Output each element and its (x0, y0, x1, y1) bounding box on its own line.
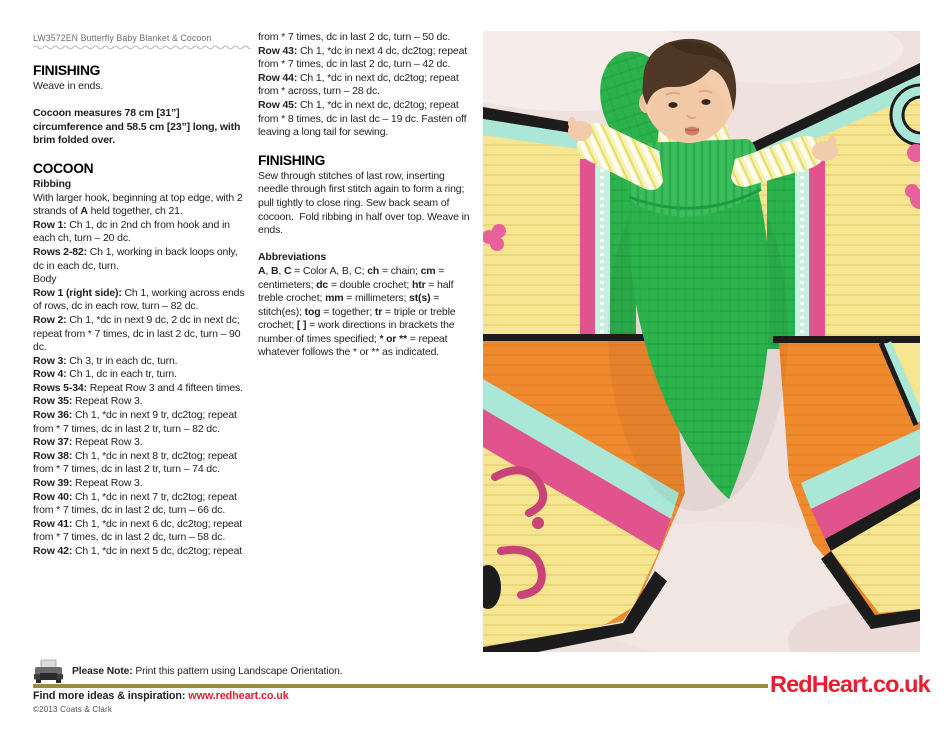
pattern-paragraph: Body (33, 273, 57, 286)
pattern-paragraph: Sew through stitches of last row, inserting needle through first stitch again to form a ring; pull tightly to close ring. Sew back seam of cocoon. Fold ribbing in half over top. Weave in ends. (258, 169, 473, 237)
section-heading: FINISHING (258, 152, 326, 168)
pattern-paragraph: Row 45: Ch 1, *dc in next dc, dc2tog; repeat from * 8 times, dc in last dc – 19 dc. Fasten off leaving a long tail for sewing. (258, 98, 470, 139)
section-heading: COCOON (33, 160, 94, 176)
pattern-paragraph: Row 44: Ch 1, *dc in next dc, dc2tog; repeat from * across, turn – 28 dc. (258, 71, 462, 98)
note-label: Please Note: (72, 666, 133, 677)
pattern-paragraph: Weave in ends. (33, 80, 104, 92)
pattern-paragraph: With larger hook, beginning at top edge, with 2 strands of A held together, ch 21. (33, 191, 246, 218)
pattern-paragraph: Row 35: Repeat Row 3. (33, 395, 143, 408)
printer-icon (33, 659, 65, 684)
print-note (33, 659, 342, 684)
pattern-paragraph: Row 1: Ch 1, dc in 2nd ch from hook and in each ch, turn – 20 dc. (33, 218, 233, 245)
pattern-paragraph: Rows 5-34: Repeat Row 3 and 4 fifteen times. (33, 381, 243, 394)
pattern-paragraph: Row 42: Ch 1, *dc in next 5 dc, dc2tog; repeat (33, 545, 243, 557)
redheart-logo[interactable]: RedHeart.co.uk (770, 671, 930, 697)
pattern-paragraph: Row 36: Ch 1, *dc in next 9 tr, dc2tog; repeat from * 7 times, dc in last 2 tr, turn – 82 dc. (33, 409, 240, 435)
wavy-line-path (33, 46, 251, 49)
find-label: Find more ideas & inspiration: (33, 690, 189, 702)
subheading: Abbreviations (258, 251, 327, 264)
pattern-paragraph: Row 39: Repeat Row 3. (33, 477, 143, 490)
note-body: Print this pattern using Landscape Orientation. (132, 666, 343, 677)
section-heading: FINISHING (33, 63, 101, 78)
copyright-line: ©2013 Coats & Clark (33, 705, 113, 714)
pattern-paragraph: Row 43: Ch 1, *dc in next 4 dc, dc2tog; repeat from * 7 times, dc in last 2 dc, turn – 42 dc. (258, 44, 470, 71)
print-note-text (72, 666, 342, 677)
pattern-paragraph: Row 1 (right side): Ch 1, working across ends of rows, dc in each row, turn – 82 dc. (33, 286, 248, 313)
pattern-paragraph: Row 2: Ch 1, *dc in next 9 dc, 2 dc in next dc; repeat from * 7 times, dc in last 2 dc, turn – 90 dc. (33, 313, 244, 354)
find-more-line (33, 690, 289, 702)
pattern-column-left (33, 50, 250, 559)
pattern-paragraph: Row 41: Ch 1, *dc in next 6 dc, dc2tog; repeat from * 7 times, dc in last 2 dc, turn – 58 dc. (33, 517, 245, 544)
divider-rule (33, 684, 768, 688)
pattern-paragraph: Row 40: Ch 1, *dc in next 7 tr, dc2tog; repeat from * 7 times, dc in last 2 dc, turn – 66 dc. (33, 490, 240, 517)
pattern-paragraph: A, B, C = Color A, B, C; ch = chain; cm = centimeters; dc = double crochet; htr = half treble crochet; mm = millimeters; st(s) = stitch(es); tog = together; tr = triple or treble crochet; [ ] = work directions in brackets the number of times specified; * or ** = repeat whatever follows the * or ** as indicated. (258, 264, 459, 359)
pattern-paragraph: Row 37: Repeat Row 3. (33, 436, 143, 449)
redheart-link[interactable]: www.redheart.co.uk (188, 690, 289, 702)
pattern-paragraph: Row 4: Ch 1, dc in each tr, turn. (33, 368, 177, 381)
subheading: Ribbing (33, 177, 72, 190)
pattern-photo (483, 31, 920, 652)
pattern-paragraph: Row 38: Ch 1, *dc in next 8 tr, dc2tog; repeat from * 7 times, dc in last 2 tr, turn – 74 dc. (33, 449, 240, 476)
document-code: LW3572EN Butterfly Baby Blanket & Cocoon (33, 33, 212, 43)
pattern-paragraph: Rows 2-82: Ch 1, working in back loops only, dc in each dc, turn. (33, 245, 241, 272)
pattern-column-middle (258, 31, 473, 360)
photo-illustration (483, 31, 920, 652)
pattern-paragraph: Row 3: Ch 3, tr in each dc, turn. (33, 354, 178, 367)
pattern-paragraph: from * 7 times, dc in last 2 dc, turn – 50 dc. (258, 31, 451, 43)
pattern-paragraph: Cocoon measures 78 cm [31”] circumference and 58.5 cm [23”] long, with brim folded over. (33, 107, 244, 147)
